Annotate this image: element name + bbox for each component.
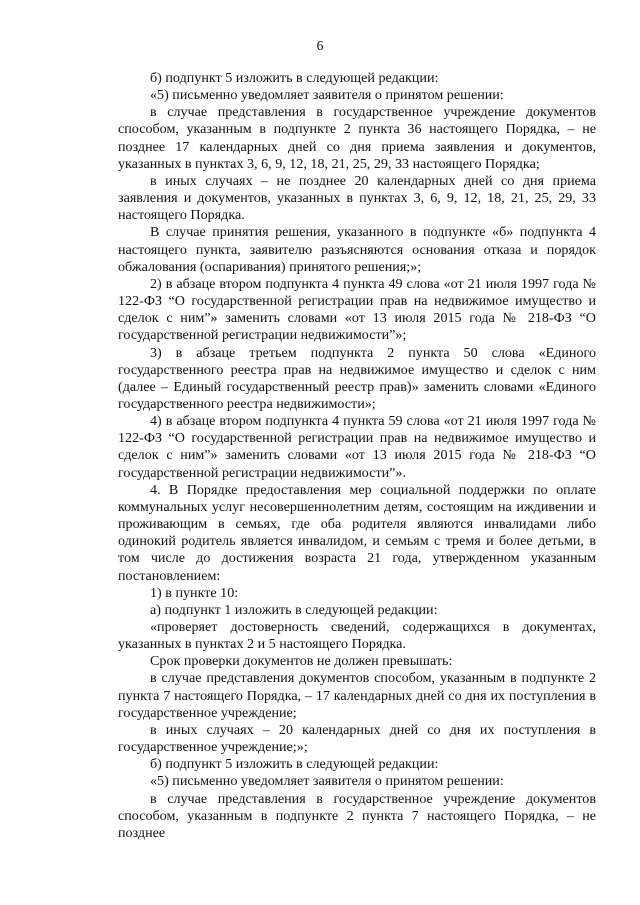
page-number: 6 bbox=[316, 38, 324, 53]
paragraph-other-cases-receipt: в иных случаях – 20 календарных дней со дня их поступления в государственное учреждение;»; bbox=[118, 721, 596, 756]
paragraph-notify-applicant: «5) письменно уведомляет заявителя о принятом решении: bbox=[150, 87, 504, 104]
paragraph-verification-term: Срок проверки документов не должен превышать: bbox=[150, 653, 453, 670]
paragraph-case-submission-36: в случае представления в государственное учреждение документов способом, указанным в подпункте 2 пункта 36 настоящего Порядка, – не позднее 17 календарных дней со дня приема заявления и документов, указанных в пунктах 3, 6, 9, 12, 18, 21, 25, 29, 33 настоящего Порядка; bbox=[118, 104, 596, 172]
paragraph-item-2-point-49: 2) в абзаце втором подпункта 4 пункта 49 слова «от 21 июля 1997 года № 122-ФЗ “О государственной регистрации прав на недвижимое имущество и сделок с ним”» заменить словами «от 13 июля 2015 года № 218-ФЗ “О государственной регистрации недвижимости”»; bbox=[118, 275, 596, 344]
paragraph-item-1-point-10: 1) в пункте 10: bbox=[150, 584, 239, 601]
paragraph-refusal-explanation: В случае принятия решения, указанного в подпункте «б» подпункта 4 настоящего пункта, заявителю разъясняются основания отказа и порядок обжалования (оспаривания) принятого решения;»; bbox=[118, 224, 596, 275]
paragraph-case-submission-continued: в случае представления в государственное учреждение документов способом, указанным в подпункте 2 пункта 7 настоящего Порядка, – не позднее bbox=[118, 790, 596, 841]
document-body bbox=[118, 70, 596, 842]
paragraph-item-3-point-50: 3) в абзаце третьем подпункта 2 пункта 50 слова «Единого государственного реестра прав на недвижимое имущество и сделок с ним (далее – Единый государственный реестр прав)» заменить словами «Единого государственного реестра недвижимости»; bbox=[118, 344, 596, 412]
paragraph-other-cases-20-days: в иных случаях – не позднее 20 календарных дней со дня приема заявления и документов, указанных в пунктах 3, 6, 9, 12, 18, 21, 25, 29, 33 настоящего Порядка. bbox=[118, 172, 596, 224]
paragraph-notify-applicant-repeat: «5) письменно уведомляет заявителя о принятом решении: bbox=[150, 773, 504, 790]
paragraph-verify-documents: «проверяет достоверность сведений, содержащихся в документах, указанных в пунктах 2 и 5 настоящего Порядка. bbox=[118, 619, 596, 653]
paragraph-case-submission-7: в случае представления документов способом, указанным в подпункте 2 пункта 7 настоящего Порядка, – 17 календарных дней со дня их поступления в государственное учреждение; bbox=[118, 670, 596, 721]
paragraph-subpoint-a: а) подпункт 1 изложить в следующей редакции: bbox=[150, 601, 438, 618]
paragraph-item-4-point-59: 4) в абзаце втором подпункта 4 пункта 59 слова «от 21 июля 1997 года № 122-ФЗ “О государственной регистрации прав на недвижимое имущество и сделок с ним”» заменить словами «от 13 июля 2015 года № 218-ФЗ “О государственной регистрации недвижимости”». bbox=[118, 413, 596, 481]
paragraph-section-4-order: 4. В Порядке предоставления мер социальной поддержки по оплате коммунальных услуг несовершеннолетним детям, состоящим на иждивении и проживающим в семьях, где оба родителя являются инвалидами либо одинокий родитель является инвалидом, и семьям с тремя и более детьми, в том числе до достижения возраста 21 года, утвержденном указанным постановлением: bbox=[118, 481, 596, 584]
paragraph-subpoint-b-repeat: б) подпункт 5 изложить в следующей редакции: bbox=[150, 756, 439, 773]
paragraph-subpoint-b-intro: б) подпункт 5 изложить в следующей редакции: bbox=[150, 70, 439, 86]
